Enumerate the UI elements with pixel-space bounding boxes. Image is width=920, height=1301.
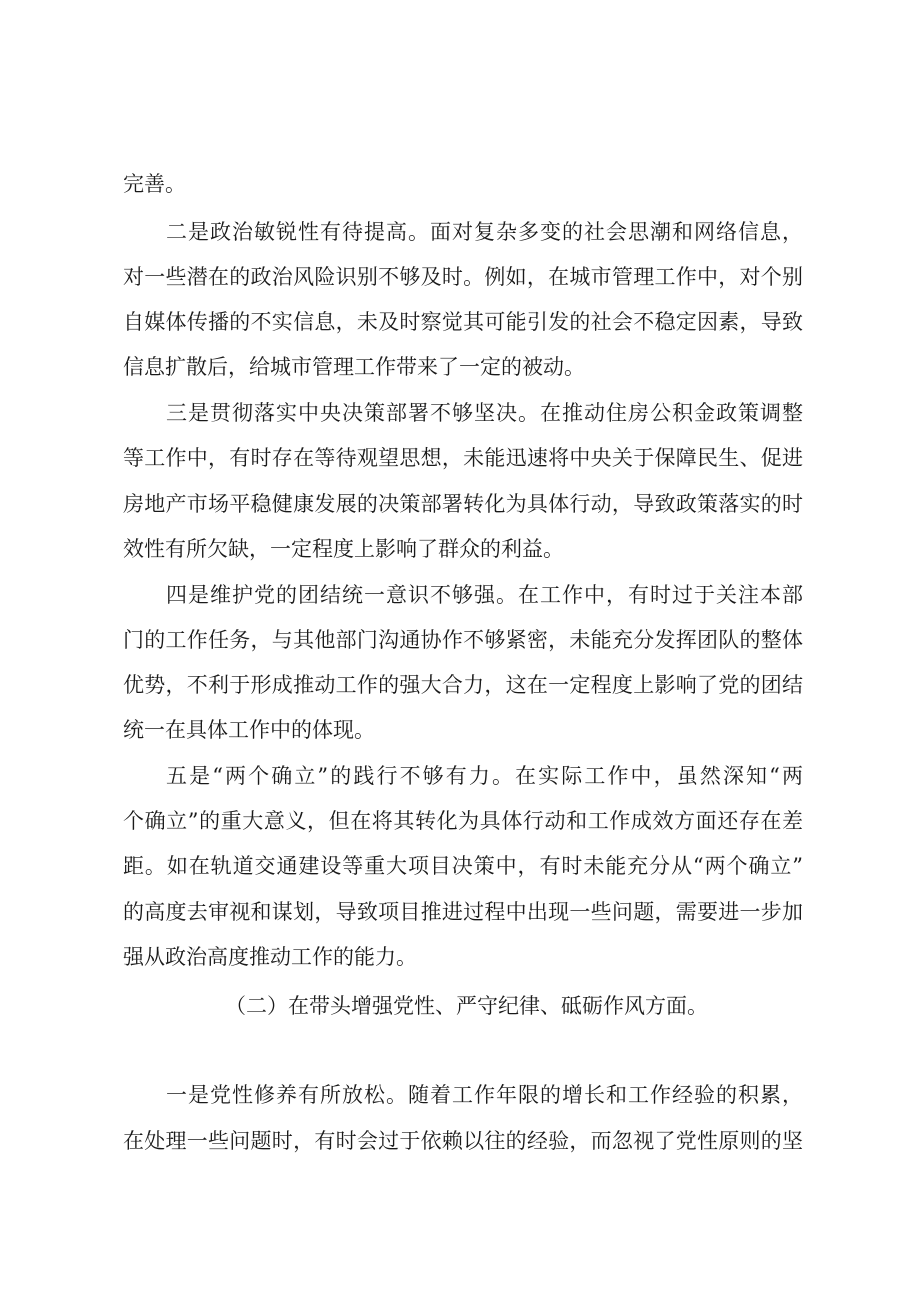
paragraph-line: 信息扩散后，给城市管理工作带来了一定的被动。 — [123, 355, 585, 379]
paragraph-line: 等工作中，有时存在等待观望思想，未能迅速将中央关于保障民生、促进 — [123, 446, 803, 470]
paragraph-line: 效性有所欠缺，一定程度上影响了群众的利益。 — [123, 537, 564, 561]
paragraph-line: 统一在具体工作中的体现。 — [123, 718, 375, 742]
paragraph-line: 二是政治敏锐性有待提高。面对复杂多变的社会思潮和网络信息， — [166, 220, 803, 244]
paragraph-line: 自媒体传播的不实信息，未及时察觉其可能引发的社会不稳定因素，导致 — [123, 310, 803, 334]
paragraph-line: 在处理一些问题时，有时会过于依赖以往的经验，而忽视了党性原则的坚 — [123, 1129, 803, 1153]
paragraph-line: 优势，不利于形成推动工作的强大合力，这在一定程度上影响了党的团结 — [123, 673, 803, 697]
paragraph-line: 五是“两个确立”的践行不够有力。在实际工作中，虽然深知“两 — [166, 764, 803, 788]
paragraph-line: 强从政治高度推动工作的能力。 — [123, 945, 417, 969]
paragraph-line: 完善。 — [123, 172, 186, 196]
paragraph-line: 房地产市场平稳健康发展的决策部署转化为具体行动，导致政策落实的时 — [123, 492, 803, 516]
paragraph-line: 一是党性修养有所放松。随着工作年限的增长和工作经验的积累， — [166, 1083, 803, 1107]
paragraph-line: 对一些潜在的政治风险识别不够及时。例如，在城市管理工作中，对个别 — [123, 265, 803, 289]
paragraph-line: 个确立”的重大意义，但在将其转化为具体行动和工作成效方面还存在差 — [123, 809, 803, 833]
paragraph-line: 四是维护党的团结统一意识不够强。在工作中，有时过于关注本部 — [166, 583, 803, 607]
section-heading: （二）在带头增强党性、严守纪律、砥砺作风方面。 — [225, 994, 708, 1018]
paragraph-line: 的高度去审视和谋划，导致项目推进过程中出现一些问题，需要进一步加 — [123, 900, 803, 924]
paragraph-line: 门的工作任务，与其他部门沟通协作不够紧密，未能充分发挥团队的整体 — [123, 628, 803, 652]
paragraph-line: 距。如在轨道交通建设等重大项目决策中，有时未能充分从“两个确立” — [123, 854, 803, 878]
paragraph-line: 三是贯彻落实中央决策部署不够坚决。在推动住房公积金政策调整 — [166, 401, 803, 425]
